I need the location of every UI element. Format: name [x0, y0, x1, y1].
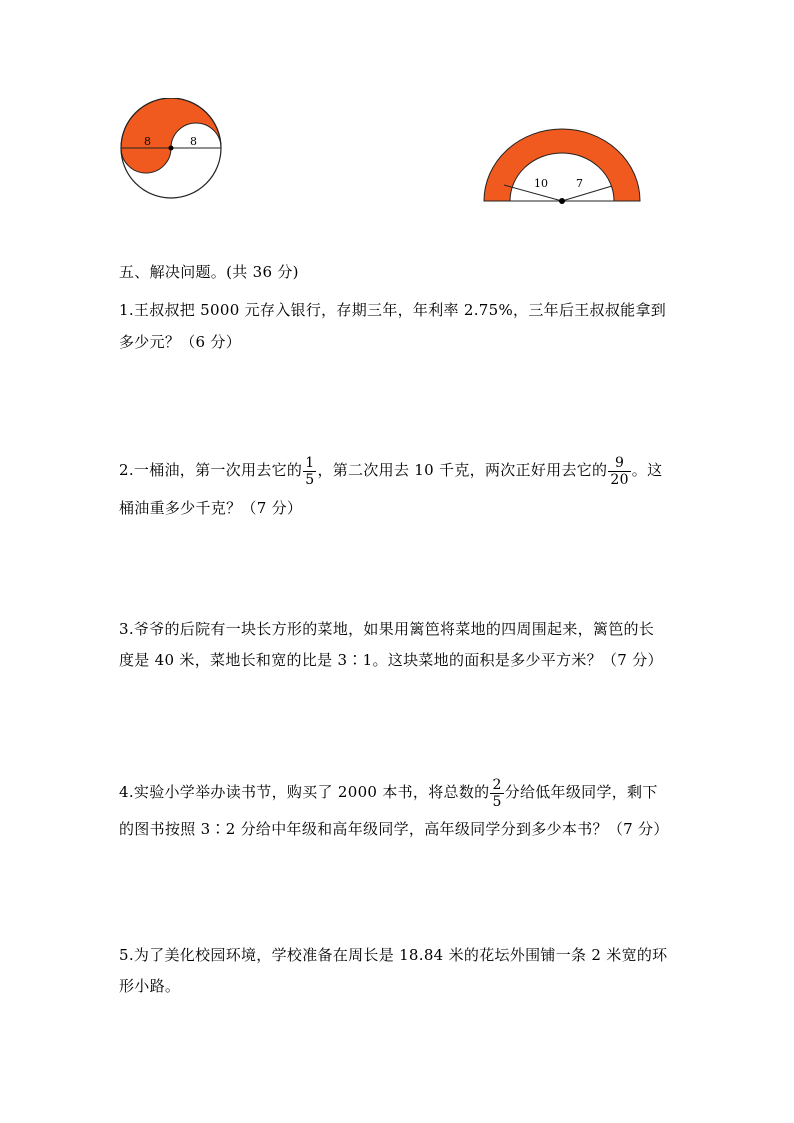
- label-left: 8: [144, 135, 151, 148]
- fraction-two-fifths: [490, 777, 503, 810]
- problem-2-line-1: [119, 452, 662, 488]
- fraction-denominator: 5: [305, 471, 315, 488]
- fraction-one-fifth: [303, 455, 316, 488]
- half-ring-shaded: [484, 129, 640, 201]
- problem-3-line-2: 度是 40 米，菜地长和宽的比是 3∶1。这块菜地的面积是多少平方米？（7 分）: [119, 651, 663, 669]
- problem-4-text-a: 4.实验小学举办读书节，购买了 2000 本书，将总数的: [119, 783, 490, 801]
- fraction-denominator: 20: [610, 471, 629, 488]
- problem-4-line-1: [119, 774, 658, 810]
- problem-4-text-b: 分给低年级同学，剩下: [504, 783, 658, 801]
- label-10: 10: [534, 177, 548, 190]
- label-7: 7: [576, 177, 583, 190]
- fraction-numerator: 1: [305, 454, 315, 471]
- label-right: 8: [190, 135, 197, 148]
- half-ring-figure: [480, 125, 644, 207]
- problem-1-line-2: 多少元？（6 分）: [119, 333, 242, 351]
- problem-2-line-2: 桶油重多少千克？（7 分）: [119, 499, 303, 517]
- fraction-numerator: 9: [614, 454, 625, 471]
- fraction-denominator: 5: [492, 793, 502, 810]
- problem-2-text-a: 2.一桶油，第一次用去它的: [119, 461, 303, 479]
- circle-figure: [116, 98, 226, 204]
- center-dot: [169, 146, 174, 151]
- problem-4-line-2: 的图书按照 3∶2 分给中年级和高年级同学，高年级同学分到多少本书？（7 分）: [119, 820, 669, 838]
- fraction-numerator: 2: [492, 776, 502, 793]
- problem-5-line-2: 形小路。: [119, 977, 181, 995]
- problem-2-text-c: 。这: [631, 461, 663, 479]
- problem-1-line-1: 1.王叔叔把 5000 元存入银行，存期三年，年利率 2.75%，三年后王叔叔能拿到: [119, 301, 667, 319]
- fraction-nine-twentieths: [608, 455, 630, 488]
- radius-left: [504, 185, 562, 201]
- problem-3-line-1: 3.爷爷的后院有一块长方形的菜地，如果用篱笆将菜地的四周围起来，篱笆的长: [119, 620, 655, 638]
- radius-right: [562, 186, 612, 201]
- center-dot: [559, 198, 565, 204]
- problem-2-text-b: ，第二次用去 10 千克，两次正好用去它的: [317, 461, 608, 479]
- shaded-region: [121, 98, 221, 173]
- section-title: 五、解决问题。(共 36 分): [119, 263, 299, 281]
- problem-5-line-1: 5.为了美化校园环境，学校准备在周长是 18.84 米的花坛外围铺一条 2 米宽的环: [119, 946, 668, 964]
